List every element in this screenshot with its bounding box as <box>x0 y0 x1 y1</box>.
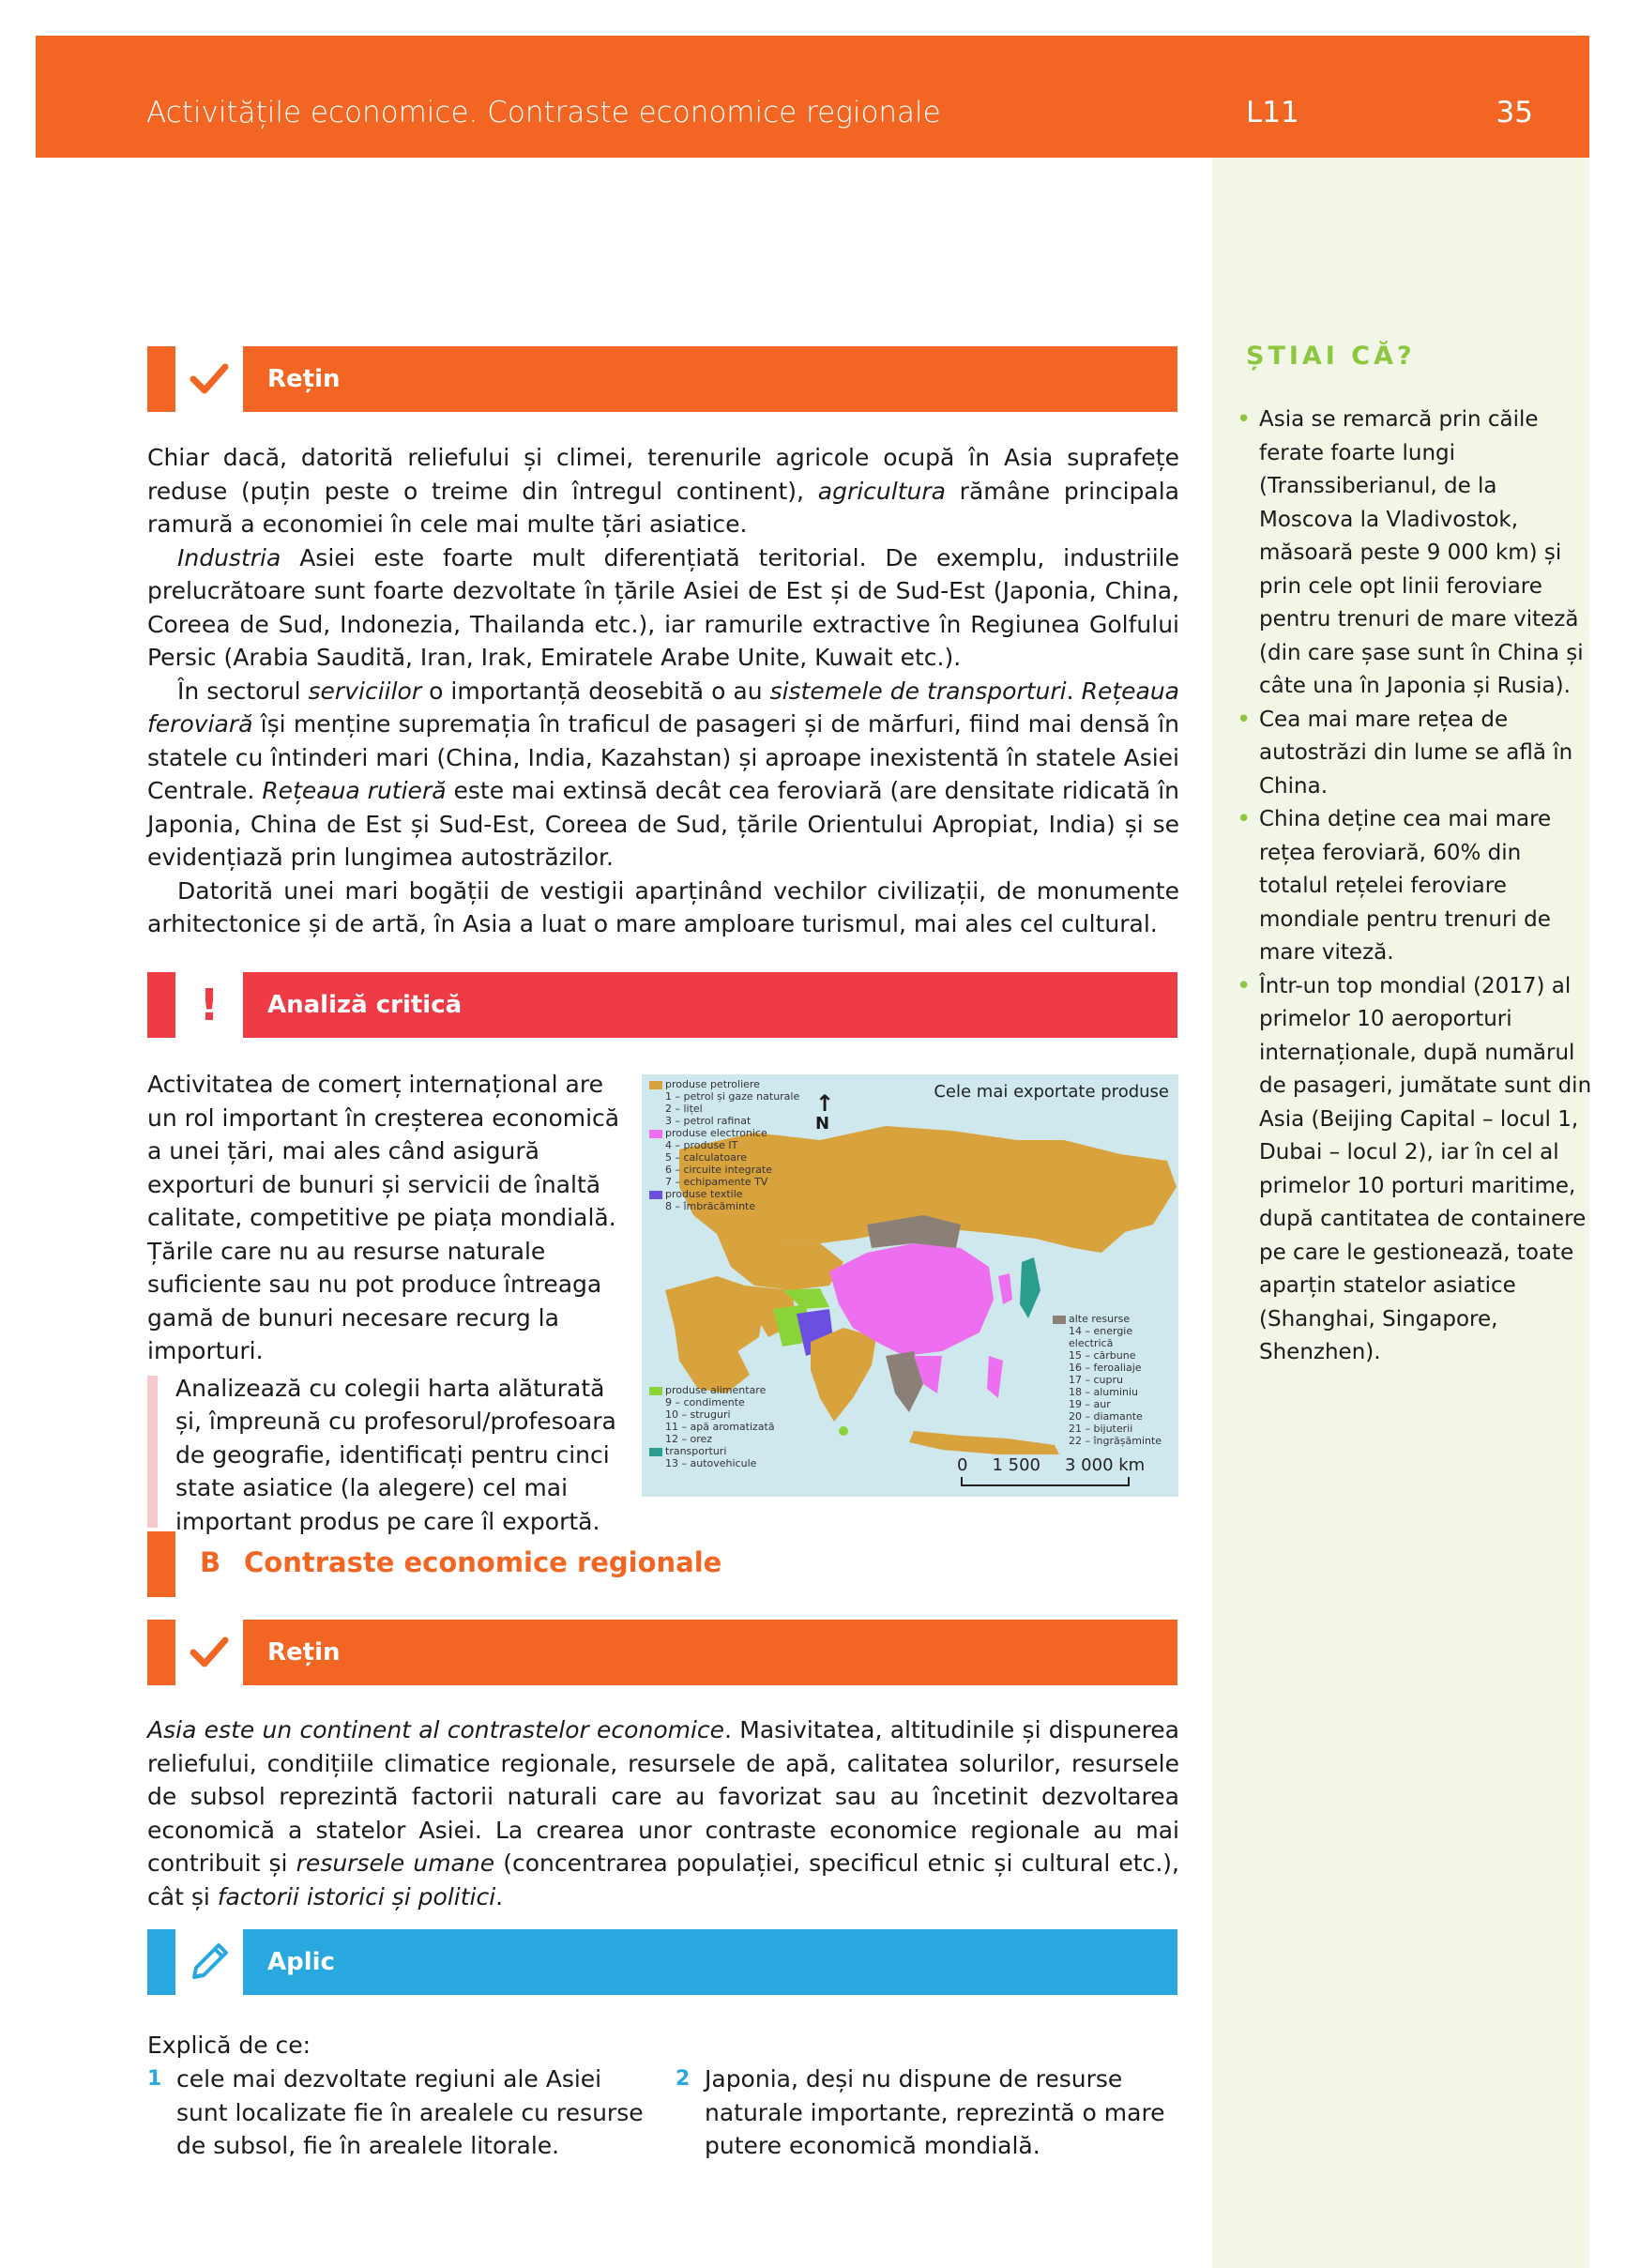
region-japan <box>1020 1257 1040 1318</box>
legend-entry: 18 – aluminiu <box>1069 1386 1139 1398</box>
question-text: Japonia, deși nu dispune de resurse naturale importante, reprezintă o mare putere economică mondială. <box>705 2065 1165 2159</box>
region-indonesia <box>909 1431 1059 1454</box>
body-paragraph: În sectorul serviciilor o importanță deosebită o au sistemele de transporturi. Rețeaua feroviară își menține supremația în traficul de pasageri și de mărfuri, fiind mai densă în statele cu întinderi mari (China, India, Kazahstan) și aproape inexistentă în statele Asiei Centrale. Rețeaua rutieră este mai extinsă decât cea feroviară (are densitate ridicată în Japonia, China de Est și Sud-Est, Coreea de Sud, țările Orientului Apropiat, India) și se evidențiază prin lungimea autostrăzilor. <box>147 677 1179 871</box>
legend-entry: 22 – îngrășăminte <box>1069 1435 1162 1447</box>
legend-entry: 12 – orez <box>665 1433 713 1445</box>
section-letter: B <box>200 1546 221 1578</box>
map-legend-right <box>1053 1313 1178 1447</box>
question-number: 2 <box>676 2067 691 2091</box>
lesson-number: L11 <box>1246 96 1299 129</box>
legend-entry: 16 – feroaliaje <box>1069 1362 1142 1374</box>
legend-entry: 2 – lițel <box>665 1103 703 1115</box>
legend-entry: 8 – îmbrăcăminte <box>665 1200 756 1212</box>
sidebar-item: • Într-un top mondial (2017) al primelor 10 aeroporturi internaționale, după numărul de pasageri, jumătate sunt din Asia (Beijing Capital – locul 1, Dubai – locul 2), iar în cel al primelor 10 porturi maritime, după cantitatea de containere pe care le gestionează, toate aparțin statelor asiatice (Shanghai, Singapore, Shenzhen). <box>1259 970 1597 1370</box>
legend-swatch <box>649 1130 662 1138</box>
critical-analysis-header <box>147 972 1177 1038</box>
section-heading: Aplic <box>243 1929 1177 1995</box>
question-number: 1 <box>147 2067 162 2091</box>
section-b-header <box>147 1531 1177 1597</box>
page-number: 35 <box>1496 96 1533 129</box>
exclamation-icon: ! <box>199 980 220 1030</box>
legend-entry: alte resurse <box>1053 1313 1178 1325</box>
sidebar-item: • China deține cea mai mare rețea feroviară, 60% din totalul rețelei feroviare mondiale pentru trenuri de mare viteză. <box>1259 803 1597 970</box>
sidebar-item: • Asia se remarcă prin căile ferate foarte lungi (Transsiberianul, de la Moscova la Vladivostok, măsoară peste 9 000 km) și prin cele opt linii feroviare pentru trenuri de mare viteză (din care șase sunt în China și câte una în Japonia și Rusia). <box>1259 403 1597 704</box>
legend-entry: 21 – bijuterii <box>1069 1423 1133 1435</box>
legend-entry: 11 – apă aromatizată <box>665 1421 775 1433</box>
legend-entry: 1 – petrol și gaze naturale <box>665 1090 800 1103</box>
legend-entry: 3 – petrol rafinat <box>665 1115 752 1127</box>
legend-entry: 6 – circuite integrate <box>665 1164 772 1176</box>
map-legend-left <box>649 1078 799 1212</box>
region-india <box>811 1328 876 1422</box>
legend-swatch <box>649 1081 662 1089</box>
legend-entry: 14 – energie electrică <box>1069 1325 1133 1349</box>
legend-entry: produse electronice <box>649 1127 799 1139</box>
retin2-text: Asia este un continent al contrastelor economice. Masivitatea, altitudinile și dispunerea reliefului, condițiile climatice regionale, resursele de apă, calitatea solurilor, resursele de subsol reprezintă factorii naturali care au favorizat sau au încetinit dezvoltarea economică a statelor Asiei. La crearea unor contraste economice regionale au mai contribuit și resursele umane (concentrarea populației, specificul etnic și cultural etc.), cât și factorii istorici și politici. <box>147 1716 1180 1910</box>
section-heading: Rețin <box>243 1620 1177 1685</box>
body-paragraph: Datorită unei mari bogății de vestigii aparținând vechilor civilizații, de monumente arhitectonice și de artă, în Asia a luat o mare amploare turismul, mai ales cel cultural. <box>147 876 1179 937</box>
region-korea <box>998 1273 1012 1304</box>
question-1 <box>147 2063 654 2163</box>
north-arrow-icon: ↑ N <box>815 1090 835 1134</box>
checkmark-icon <box>175 1620 243 1685</box>
retin-header <box>147 1620 1177 1685</box>
asia-export-map <box>642 1074 1178 1497</box>
legend-entry: 20 – diamante <box>1069 1410 1143 1423</box>
legend-entry: produse petroliere <box>649 1078 799 1090</box>
sidebar-item: • Cea mai mare rețea de autostrăzi din lume se află în China. <box>1259 704 1597 804</box>
chapter-title: Activitățile economice. Contraste economice regionale <box>146 96 941 129</box>
section-heading: Rețin <box>243 346 1177 412</box>
section-heading: Analiză critică <box>243 972 1177 1038</box>
legend-entry: 15 – cărbune <box>1069 1349 1136 1362</box>
legend-entry: 17 – cupru <box>1069 1374 1123 1386</box>
body-paragraph: Chiar dacă, datorită reliefului și climei, terenurile agricole ocupă în Asia suprafețe reduse (puțin peste o treime din întregul continent), agricultura rămâne principala ramură a economiei în cele mai multe țări asiatice. <box>147 444 1180 538</box>
legend-entry: 19 – aur <box>1069 1398 1111 1410</box>
region-sri-lanka <box>839 1426 848 1436</box>
region-philippines <box>987 1356 1003 1398</box>
analysis-intro: Activitatea de comerț internațional are un rol important în creșterea economică a unei țări, mai ales când asigură exporturi de bunuri și servicii de înaltă calitate, competitive pe piața mondială. Țările care nu au resurse naturale suficiente sau nu pot produce întreaga gamă de bunuri necesare recurg la importuri. <box>147 1071 620 1364</box>
legend-entry: transporturi <box>649 1445 775 1457</box>
aplic-header <box>147 1929 1177 1995</box>
critical-analysis-text <box>147 1068 626 1538</box>
legend-swatch <box>649 1448 662 1456</box>
checkmark-icon <box>175 346 243 412</box>
sidebar-list <box>1231 403 1597 1370</box>
question-2 <box>676 2063 1182 2163</box>
section-title: Contraste economice regionale <box>244 1546 722 1578</box>
legend-entry: 9 – condimente <box>665 1396 745 1408</box>
map-legend-food <box>649 1384 775 1469</box>
body-paragraph: Industria Asiei este foarte mult diferențiată teritorial. De exemplu, industriile prelucrătoare sunt foarte dezvoltate în țările Asiei de Est și de Sud-Est (Japonia, China, Coreea de Sud, Indonezia, Thailanda etc.), iar ramurile extractive în Regiunea Golfului Persic (Arabia Saudită, Iran, Irak, Emiratele Arabe Unite, Kuwait etc.). <box>147 543 1179 671</box>
legend-swatch <box>649 1191 662 1199</box>
legend-entry: 10 – struguri <box>665 1408 731 1421</box>
legend-entry: produse textile <box>649 1188 799 1200</box>
legend-entry: 7 – echipamente TV <box>665 1176 768 1188</box>
legend-entry: 5 – calculatoare <box>665 1151 747 1164</box>
legend-swatch <box>1053 1316 1066 1324</box>
did-you-know-sidebar <box>1212 158 1592 2268</box>
legend-entry: produse alimentare <box>649 1384 775 1396</box>
pencil-icon <box>175 1929 243 1995</box>
retin-text <box>147 441 1179 941</box>
analysis-task: Analizează cu colegii harta alăturată și, împreună cu profesorul/profesoara de geografie, identificați pentru cinci state asiatice (la alegere) cel mai important produs pe care îl exportă. <box>147 1372 626 1539</box>
map-title: Cele mai exportate produse <box>934 1082 1169 1102</box>
page-header <box>36 36 1589 158</box>
legend-entry: 13 – autovehicule <box>665 1457 757 1469</box>
aplic-intro: Explică de ce: <box>147 2032 311 2059</box>
retin-header <box>147 346 1177 412</box>
scale-bar <box>961 1477 1130 1486</box>
question-text: cele mai dezvoltate regiuni ale Asiei sunt localizate fie în arealele cu resurse de subsol, fie în arealele litorale. <box>176 2065 644 2159</box>
legend-swatch <box>649 1387 662 1395</box>
legend-entry: 4 – produse IT <box>665 1139 738 1151</box>
sidebar-title: ȘTIAI CĂ? <box>1246 342 1416 371</box>
map-scale: 0 1 500 3 000 km <box>957 1455 1145 1486</box>
